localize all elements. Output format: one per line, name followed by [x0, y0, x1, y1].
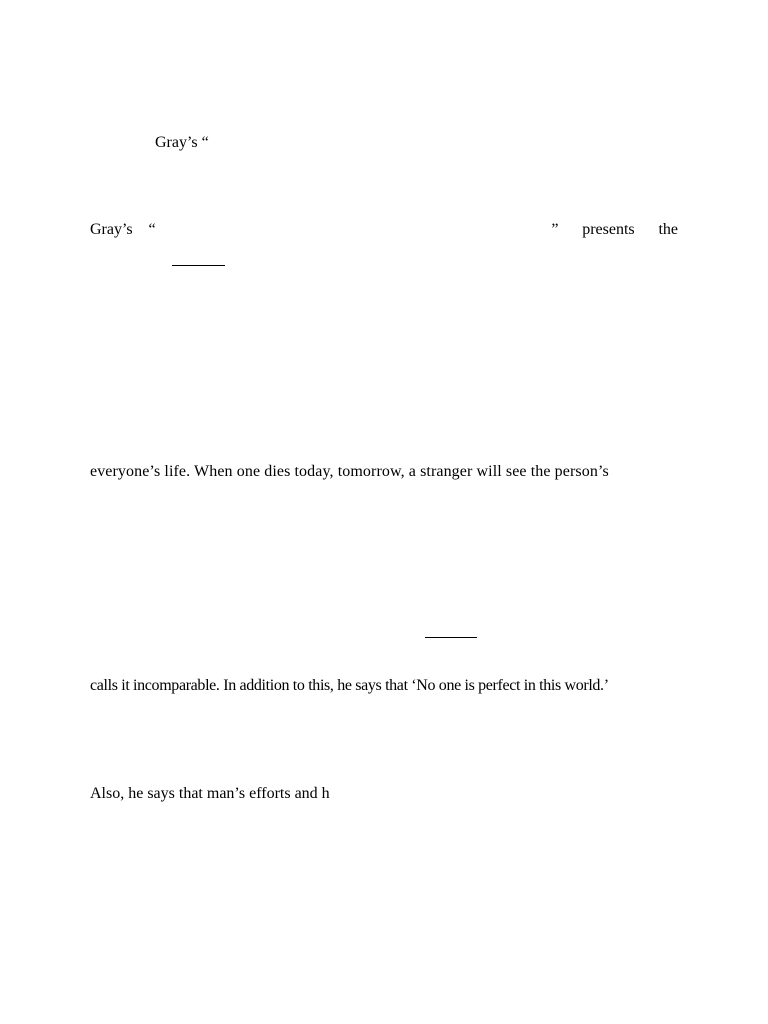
- underline-rule-1: [172, 265, 225, 266]
- line1-word-1: Gray’s: [90, 221, 133, 238]
- line1-open-quote: “: [148, 221, 156, 238]
- line1-word-4: presents: [582, 221, 635, 238]
- line1-word-5: the: [658, 221, 678, 238]
- heading-fragment: Gray’s “: [155, 134, 209, 151]
- line1-close-quote: ”: [551, 221, 559, 238]
- paragraph-line-1: [90, 220, 678, 240]
- paragraph-line-3: calls it incomparable. In addition to this, he says that ‘No one is perfect in this world.’: [90, 677, 609, 694]
- paragraph-line-4: Also, he says that man’s efforts and h: [90, 785, 330, 802]
- paragraph-line-2: everyone’s life. When one dies today, tomorrow, a stranger will see the person’s: [90, 463, 609, 480]
- line1-quote-group: [148, 220, 558, 240]
- underline-rule-2: [425, 637, 477, 638]
